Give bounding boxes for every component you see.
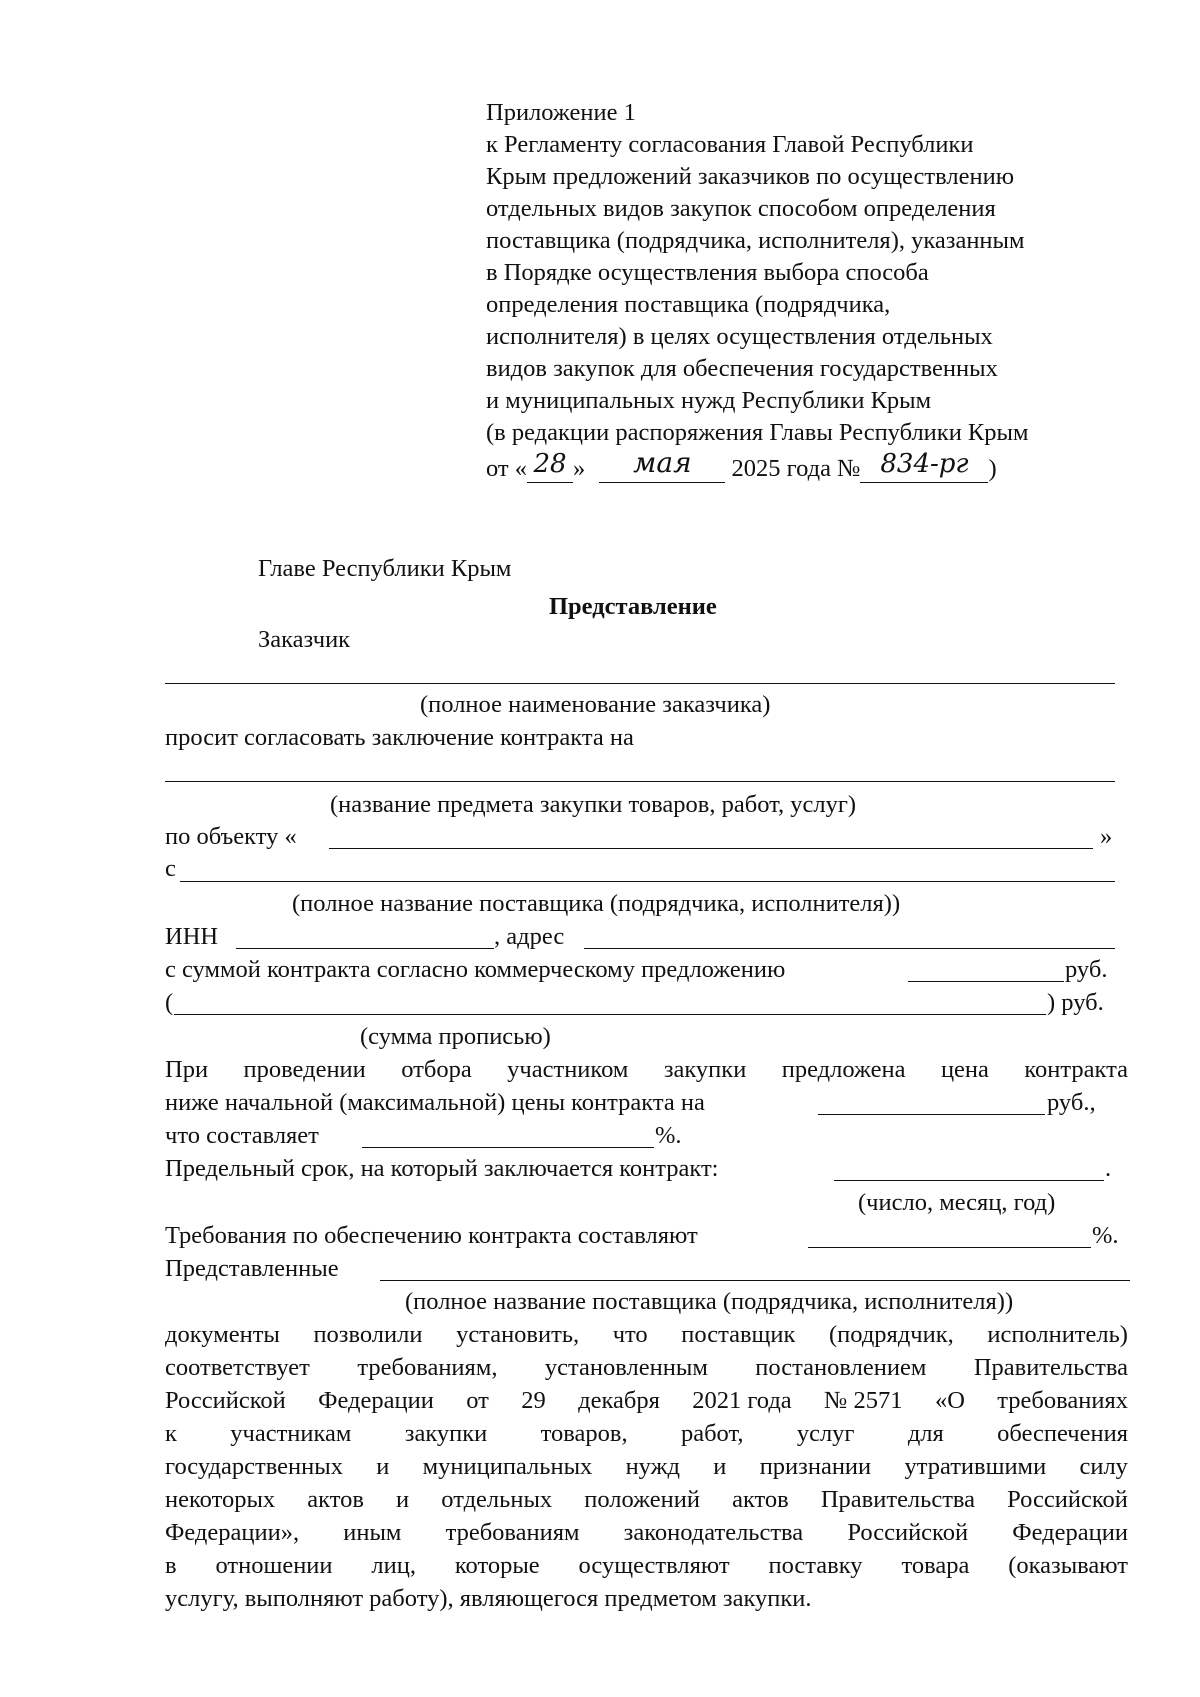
price-diff-blank	[818, 1114, 1045, 1115]
word: 29	[521, 1387, 546, 1414]
word: силу	[1079, 1453, 1128, 1480]
word: Правительства	[820, 1486, 976, 1513]
document-title: Представление	[549, 593, 717, 620]
annex-line: и муниципальных нужд Республики Крым	[486, 387, 932, 414]
word: позволили	[313, 1321, 423, 1348]
handwritten-month: мая	[633, 446, 692, 479]
annex-line: (в редакции распоряжения Главы Республики Крым	[486, 419, 1029, 446]
date-day-field	[527, 449, 573, 483]
price-line-2: ниже начальной (максимальной) цены контракта на	[165, 1089, 705, 1116]
presented-blank	[380, 1280, 1130, 1281]
annex-line: исполнителя) в целях осуществления отдельных	[486, 323, 993, 350]
word: (подрядчик,	[829, 1321, 954, 1348]
paragraph-last-line: услугу, выполняют работу), являющегося предметом закупки.	[165, 1585, 812, 1612]
paragraph-line	[165, 1554, 1128, 1579]
sum-text: с суммой контракта согласно коммерческому предложению	[165, 956, 786, 983]
word: к	[165, 1420, 177, 1447]
inn-label: ИНН	[165, 923, 219, 950]
word: работ,	[680, 1420, 744, 1447]
term-blank	[834, 1180, 1104, 1181]
word: участникам	[230, 1420, 352, 1447]
word: Федерации»,	[165, 1519, 300, 1546]
word: иным	[343, 1519, 402, 1546]
word: актов	[307, 1486, 364, 1513]
word: которые	[454, 1552, 540, 1579]
annex-line: определения поставщика (подрядчика,	[486, 291, 891, 318]
date-prefix: от «	[486, 455, 528, 482]
word: и	[713, 1453, 727, 1480]
word: Федерации	[1012, 1519, 1128, 1546]
word: и	[376, 1453, 390, 1480]
percent-sign: %.	[655, 1122, 682, 1149]
date-quote-close: »	[573, 455, 586, 482]
word: постановлением	[755, 1354, 927, 1381]
word: государственных	[165, 1453, 343, 1480]
handwritten-number: 834-рг	[880, 449, 969, 479]
word: закупки	[404, 1420, 488, 1447]
word: обеспечения	[997, 1420, 1128, 1447]
paragraph-line	[165, 1356, 1128, 1381]
word: Правительства	[973, 1354, 1128, 1381]
paragraph-line	[165, 1488, 1128, 1513]
word: актов	[732, 1486, 789, 1513]
word: утратившими	[904, 1453, 1047, 1480]
word: товара	[901, 1552, 970, 1579]
annex-line: в Порядке осуществления выбора способа	[486, 259, 929, 286]
annex-line: поставщика (подрядчика, исполнителя), указанным	[486, 227, 1025, 254]
paragraph-line	[165, 1455, 1128, 1480]
word: установленным	[544, 1354, 708, 1381]
sum-words-close: ) руб.	[1047, 989, 1104, 1016]
word: закупки	[663, 1056, 747, 1083]
word: соответствует	[165, 1354, 310, 1381]
word: Российской	[847, 1519, 969, 1546]
word: поставщик	[681, 1321, 796, 1348]
word: исполнитель)	[987, 1321, 1128, 1348]
word: отбора	[401, 1056, 472, 1083]
word: поставку	[768, 1552, 863, 1579]
security-label: Требования по обеспечению контракта составляют	[165, 1222, 698, 1249]
annex-line: отдельных видов закупок способом определения	[486, 195, 996, 222]
word: требованиях	[997, 1387, 1128, 1414]
word: документы	[165, 1321, 280, 1348]
security-percent: %.	[1092, 1222, 1119, 1249]
word: законодательства	[623, 1519, 804, 1546]
word: в	[165, 1552, 177, 1579]
word: муниципальных	[422, 1453, 593, 1480]
word: положений	[584, 1486, 700, 1513]
presented-caption: (полное название поставщика (подрядчика, исполнителя))	[405, 1288, 1014, 1315]
word: (оказывают	[1008, 1552, 1128, 1579]
price-line-1	[165, 1058, 1128, 1083]
date-year-text: 2025 года №	[731, 455, 861, 482]
word: от	[466, 1387, 489, 1414]
presented-label: Представленные	[165, 1255, 339, 1282]
word: требованиям	[445, 1519, 580, 1546]
word: Федерации	[318, 1387, 434, 1414]
supplier-caption: (полное название поставщика (подрядчика, исполнителя))	[292, 890, 901, 917]
subject-caption: (название предмета закупки товаров, работ, услуг)	[330, 791, 857, 818]
word: что	[612, 1321, 648, 1348]
date-suffix: )	[988, 455, 997, 482]
word: осуществляют	[578, 1552, 730, 1579]
word: товаров,	[540, 1420, 628, 1447]
annex-date-line	[486, 446, 997, 493]
supplier-blank	[180, 881, 1115, 882]
sum-words-open: (	[165, 989, 174, 1016]
inn-blank	[236, 948, 494, 949]
percent-label: что составляет	[165, 1122, 319, 1149]
word: проведении	[243, 1056, 366, 1083]
price-rub: руб.,	[1047, 1089, 1096, 1116]
paragraph-line	[165, 1323, 1128, 1348]
word: Российской	[1007, 1486, 1128, 1513]
sum-rub: руб.	[1065, 956, 1108, 983]
word: отношении	[215, 1552, 333, 1579]
annex-line: Приложение 1	[486, 99, 636, 126]
term-caption: (число, месяц, год)	[858, 1189, 1056, 1216]
sum-words-caption: (сумма прописью)	[360, 1023, 551, 1050]
word: признании	[759, 1453, 872, 1480]
customer-label: Заказчик	[258, 626, 351, 653]
sum-words-blank	[174, 1014, 1046, 1015]
security-blank	[808, 1247, 1091, 1248]
word: предложена	[781, 1056, 906, 1083]
word: услуг	[796, 1420, 855, 1447]
paragraph-line	[165, 1389, 1128, 1414]
customer-caption: (полное наименование заказчика)	[420, 691, 771, 718]
word: отдельных	[441, 1486, 553, 1513]
word: и	[396, 1486, 410, 1513]
word: установить,	[456, 1321, 580, 1348]
date-month-field	[599, 446, 725, 483]
customer-name-blank	[165, 683, 1115, 684]
word: контракта	[1024, 1056, 1128, 1083]
paragraph-line	[165, 1422, 1128, 1447]
object-label: по объекту «	[165, 823, 297, 850]
word: Российской	[165, 1387, 286, 1414]
sum-blank	[908, 981, 1064, 982]
date-number-field	[860, 449, 988, 483]
word: лиц,	[371, 1552, 416, 1579]
word: для	[907, 1420, 944, 1447]
annex-line: Крым предложений заказчиков по осуществлению	[486, 163, 1014, 190]
term-label: Предельный срок, на который заключается контракт:	[165, 1155, 719, 1182]
address-label: , адрес	[494, 923, 565, 950]
object-suffix: »	[1100, 823, 1113, 850]
request-text: просит согласовать заключение контракта на	[165, 724, 634, 751]
address-blank	[584, 948, 1115, 949]
word: 2021 года	[692, 1387, 792, 1414]
word: нужд	[625, 1453, 680, 1480]
object-blank	[329, 848, 1093, 849]
word: № 2571	[824, 1387, 903, 1414]
with-label: с	[165, 855, 176, 882]
annex-line: к Регламенту согласования Главой Республики	[486, 131, 974, 158]
word: требованиям,	[357, 1354, 498, 1381]
percent-blank	[362, 1147, 654, 1148]
word: декабря	[578, 1387, 660, 1414]
word: цена	[940, 1056, 989, 1083]
word: некоторых	[165, 1486, 276, 1513]
word: «О	[934, 1387, 965, 1414]
addressee: Главе Республики Крым	[258, 555, 512, 582]
handwritten-day: 28	[533, 449, 567, 479]
paragraph-line	[165, 1521, 1128, 1546]
term-end: .	[1105, 1155, 1112, 1182]
word: При	[165, 1056, 209, 1083]
word: участником	[507, 1056, 629, 1083]
annex-line: видов закупок для обеспечения государственных	[486, 355, 998, 382]
subject-blank	[165, 781, 1115, 782]
